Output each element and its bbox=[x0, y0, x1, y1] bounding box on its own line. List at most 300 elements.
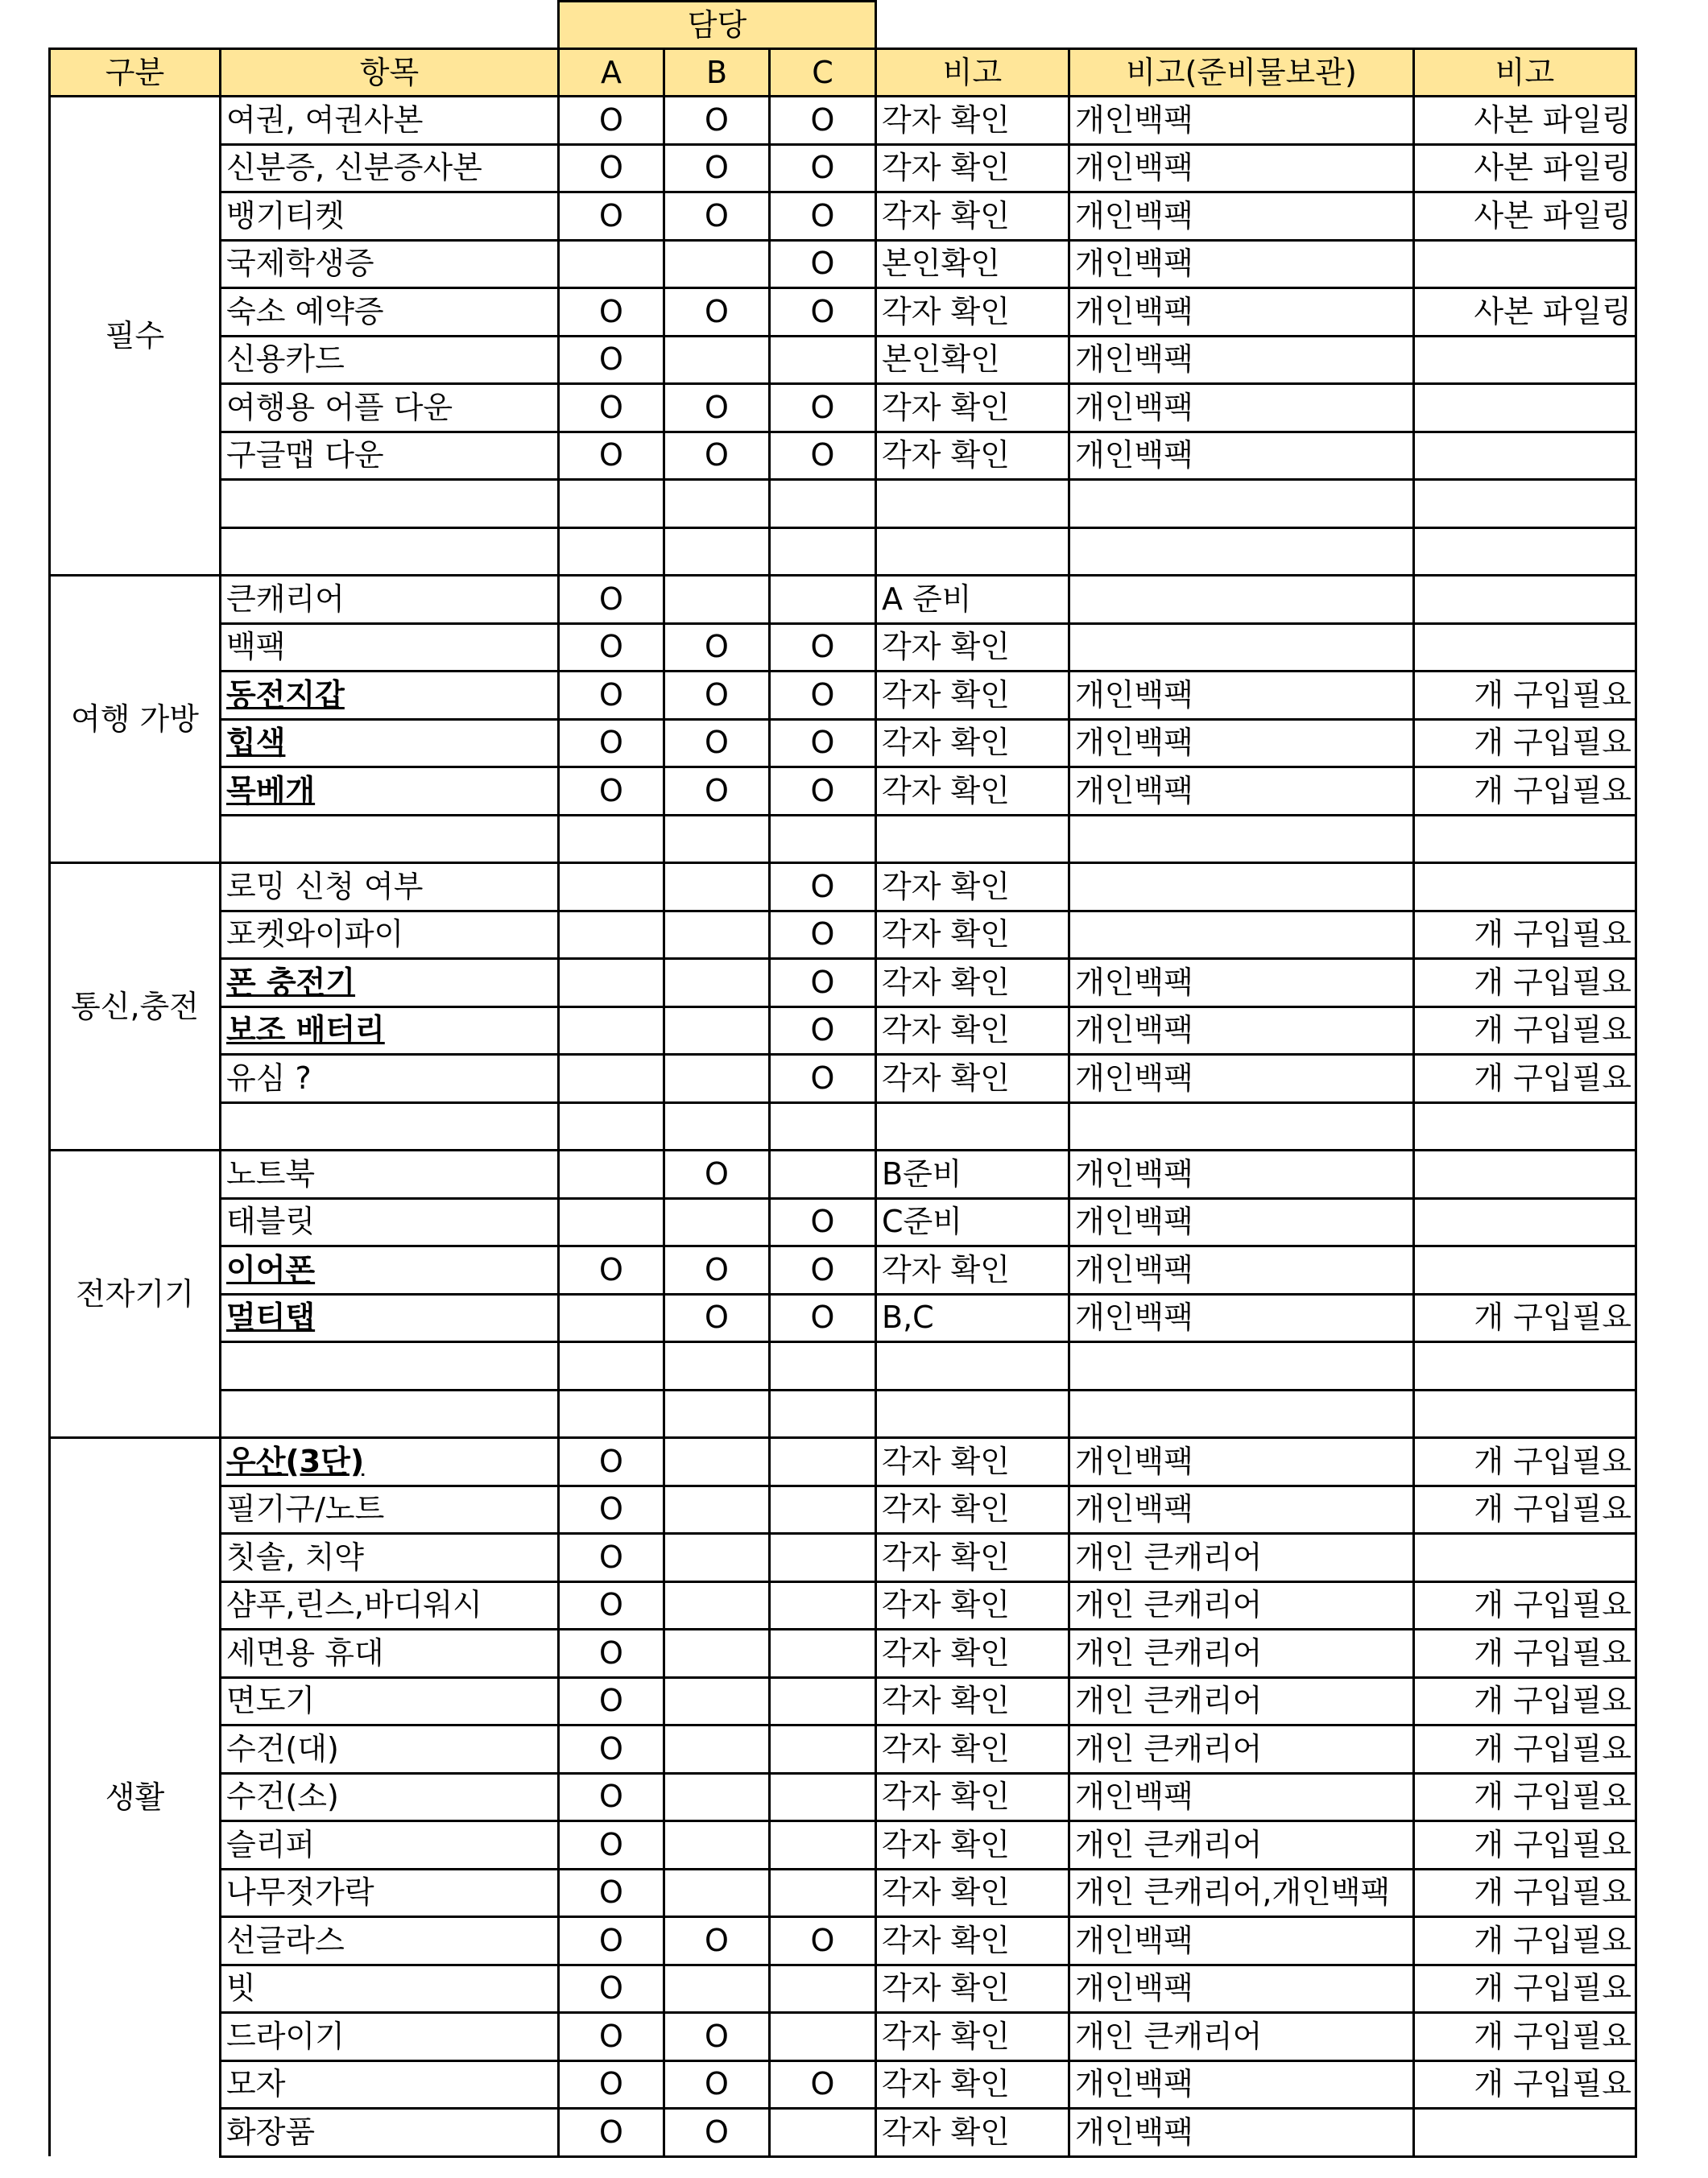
item-cell[interactable]: 면도기 bbox=[221, 1677, 559, 1725]
storage-note-cell[interactable]: 개인백팩 bbox=[1069, 1917, 1414, 1965]
purchase-note-cell[interactable]: 개 구입필요 bbox=[1414, 2013, 1636, 2061]
assignee-a-cell[interactable]: O bbox=[559, 1630, 664, 1678]
storage-note-cell[interactable]: 개인백팩 bbox=[1069, 959, 1414, 1007]
assignee-b-cell[interactable] bbox=[664, 815, 770, 863]
header-cell-category[interactable]: 구분 bbox=[50, 49, 221, 97]
storage-note-cell[interactable]: 개인백팩 bbox=[1069, 1486, 1414, 1534]
purchase-note-cell[interactable] bbox=[1414, 1102, 1636, 1151]
item-cell[interactable] bbox=[221, 767, 559, 816]
assignee-c-cell[interactable]: O bbox=[770, 1917, 876, 1965]
assignee-a-cell[interactable]: O bbox=[559, 1725, 664, 1774]
item-cell[interactable]: 노트북 bbox=[221, 1151, 559, 1199]
assignee-a-cell[interactable] bbox=[559, 240, 664, 288]
assignee-a-cell[interactable]: O bbox=[559, 1677, 664, 1725]
note-cell[interactable]: 각자 확인 bbox=[876, 1486, 1069, 1534]
assignee-a-cell[interactable]: O bbox=[559, 767, 664, 816]
item-cell[interactable]: 뱅기티켓 bbox=[221, 192, 559, 241]
assignee-b-cell[interactable] bbox=[664, 1486, 770, 1534]
assignee-c-cell[interactable]: O bbox=[770, 144, 876, 192]
note-cell[interactable]: 각자 확인 bbox=[876, 432, 1069, 480]
note-cell[interactable]: 각자 확인 bbox=[876, 2060, 1069, 2109]
item-cell[interactable]: 구글맵 다운 bbox=[221, 432, 559, 480]
assignee-b-cell[interactable]: O bbox=[664, 623, 770, 672]
assignee-b-cell[interactable] bbox=[664, 1869, 770, 1917]
storage-note-cell[interactable]: 개인백팩 bbox=[1069, 1151, 1414, 1199]
assignee-b-cell[interactable]: O bbox=[664, 1246, 770, 1295]
storage-note-cell[interactable] bbox=[1069, 623, 1414, 672]
assignee-b-cell[interactable]: O bbox=[664, 1151, 770, 1199]
item-cell[interactable] bbox=[221, 1246, 559, 1295]
assignee-a-cell[interactable] bbox=[559, 959, 664, 1007]
assignee-a-cell[interactable]: O bbox=[559, 1534, 664, 1582]
assignee-b-cell[interactable]: O bbox=[664, 2109, 770, 2157]
assignee-c-cell[interactable] bbox=[770, 1151, 876, 1199]
assignee-c-cell[interactable] bbox=[770, 1390, 876, 1438]
assignee-c-cell[interactable] bbox=[770, 1725, 876, 1774]
assignee-c-cell[interactable]: O bbox=[770, 432, 876, 480]
purchase-note-cell[interactable]: 사본 파일링 bbox=[1414, 192, 1636, 241]
item-cell[interactable]: 여권, 여권사본 bbox=[221, 97, 559, 145]
storage-note-cell[interactable]: 개인백팩 bbox=[1069, 2060, 1414, 2109]
note-cell[interactable] bbox=[876, 815, 1069, 863]
assignee-b-cell[interactable] bbox=[664, 1630, 770, 1678]
note-cell[interactable]: 각자 확인 bbox=[876, 1006, 1069, 1055]
assignee-c-cell[interactable] bbox=[770, 1534, 876, 1582]
item-cell[interactable]: 필기구/노트 bbox=[221, 1486, 559, 1534]
storage-note-cell[interactable]: 개인 큰캐리어 bbox=[1069, 1725, 1414, 1774]
assignee-a-cell[interactable]: O bbox=[559, 1869, 664, 1917]
assignee-c-cell[interactable]: O bbox=[770, 288, 876, 337]
assignee-b-cell[interactable] bbox=[664, 863, 770, 911]
assignee-b-cell[interactable]: O bbox=[664, 288, 770, 337]
assignee-b-cell[interactable] bbox=[664, 959, 770, 1007]
assignee-c-cell[interactable]: O bbox=[770, 1006, 876, 1055]
storage-note-cell[interactable]: 개인백팩 bbox=[1069, 97, 1414, 145]
assignee-c-cell[interactable] bbox=[770, 1438, 876, 1486]
note-cell[interactable]: 각자 확인 bbox=[876, 1630, 1069, 1678]
note-cell[interactable] bbox=[876, 480, 1069, 528]
category-cell[interactable]: 생활 bbox=[50, 1438, 221, 2157]
purchase-note-cell[interactable] bbox=[1414, 336, 1636, 384]
item-cell[interactable] bbox=[221, 719, 559, 767]
item-cell[interactable] bbox=[221, 959, 559, 1007]
purchase-note-cell[interactable] bbox=[1414, 815, 1636, 863]
assignee-c-cell[interactable]: O bbox=[770, 97, 876, 145]
purchase-note-cell[interactable]: 개 구입필요 bbox=[1414, 767, 1636, 816]
storage-note-cell[interactable]: 개인백팩 bbox=[1069, 1294, 1414, 1342]
assignee-a-cell[interactable]: O bbox=[559, 2060, 664, 2109]
item-cell[interactable]: 포켓와이파이 bbox=[221, 911, 559, 959]
purchase-note-cell[interactable] bbox=[1414, 527, 1636, 576]
category-cell[interactable]: 여행 가방 bbox=[50, 576, 221, 863]
item-cell[interactable] bbox=[221, 1006, 559, 1055]
assignee-a-cell[interactable]: O bbox=[559, 1821, 664, 1870]
assignee-b-cell[interactable] bbox=[664, 1438, 770, 1486]
assignee-b-cell[interactable] bbox=[664, 1581, 770, 1630]
header-cell-c[interactable]: C bbox=[770, 49, 876, 97]
purchase-note-cell[interactable]: 개 구입필요 bbox=[1414, 1965, 1636, 2013]
assignee-a-cell[interactable]: O bbox=[559, 384, 664, 432]
storage-note-cell[interactable] bbox=[1069, 1102, 1414, 1151]
assignee-b-cell[interactable]: O bbox=[664, 144, 770, 192]
assignee-b-cell[interactable] bbox=[664, 1006, 770, 1055]
assignee-a-cell[interactable]: O bbox=[559, 1917, 664, 1965]
assignee-b-cell[interactable] bbox=[664, 576, 770, 624]
storage-note-cell[interactable]: 개인백팩 bbox=[1069, 288, 1414, 337]
storage-note-cell[interactable]: 개인백팩 bbox=[1069, 672, 1414, 720]
purchase-note-cell[interactable] bbox=[1414, 1151, 1636, 1199]
note-cell[interactable]: 각자 확인 bbox=[876, 2109, 1069, 2157]
assignee-a-cell[interactable] bbox=[559, 1198, 664, 1246]
assignee-b-cell[interactable] bbox=[664, 1055, 770, 1103]
assignee-a-cell[interactable] bbox=[559, 1006, 664, 1055]
assignee-c-cell[interactable] bbox=[770, 480, 876, 528]
note-cell[interactable] bbox=[876, 1390, 1069, 1438]
purchase-note-cell[interactable]: 개 구입필요 bbox=[1414, 1725, 1636, 1774]
assignee-a-cell[interactable]: O bbox=[559, 97, 664, 145]
item-cell[interactable]: 슬리퍼 bbox=[221, 1821, 559, 1870]
assignee-c-cell[interactable]: O bbox=[770, 192, 876, 241]
storage-note-cell[interactable]: 개인 큰캐리어,개인백팩 bbox=[1069, 1869, 1414, 1917]
purchase-note-cell[interactable] bbox=[1414, 2109, 1636, 2157]
purchase-note-cell[interactable]: 개 구입필요 bbox=[1414, 1821, 1636, 1870]
item-cell[interactable] bbox=[221, 1342, 559, 1391]
assignee-b-cell[interactable] bbox=[664, 1773, 770, 1821]
assignee-b-cell[interactable]: O bbox=[664, 2060, 770, 2109]
assignee-a-cell[interactable] bbox=[559, 815, 664, 863]
item-cell[interactable]: 선글라스 bbox=[221, 1917, 559, 1965]
assignee-b-cell[interactable]: O bbox=[664, 384, 770, 432]
assignee-a-cell[interactable]: O bbox=[559, 336, 664, 384]
note-cell[interactable]: 본인확인 bbox=[876, 336, 1069, 384]
assignee-a-cell[interactable]: O bbox=[559, 432, 664, 480]
item-cell[interactable]: 수건(소) bbox=[221, 1773, 559, 1821]
assignee-a-cell[interactable]: O bbox=[559, 144, 664, 192]
storage-note-cell[interactable] bbox=[1069, 1390, 1414, 1438]
assignee-b-cell[interactable] bbox=[664, 1390, 770, 1438]
assignee-c-cell[interactable] bbox=[770, 1630, 876, 1678]
note-cell[interactable]: B준비 bbox=[876, 1151, 1069, 1199]
assignee-a-cell[interactable]: O bbox=[559, 288, 664, 337]
assignee-c-cell[interactable]: O bbox=[770, 767, 876, 816]
purchase-note-cell[interactable]: 개 구입필요 bbox=[1414, 2060, 1636, 2109]
item-cell[interactable] bbox=[221, 1102, 559, 1151]
assignee-a-cell[interactable] bbox=[559, 1390, 664, 1438]
note-cell[interactable]: 각자 확인 bbox=[876, 1438, 1069, 1486]
note-cell[interactable]: 각자 확인 bbox=[876, 1821, 1069, 1870]
purchase-note-cell[interactable]: 개 구입필요 bbox=[1414, 1438, 1636, 1486]
assignee-b-cell[interactable] bbox=[664, 336, 770, 384]
note-cell[interactable]: 각자 확인 bbox=[876, 672, 1069, 720]
item-cell[interactable]: 신용카드 bbox=[221, 336, 559, 384]
storage-note-cell[interactable]: 개인 큰캐리어 bbox=[1069, 1677, 1414, 1725]
storage-note-cell[interactable] bbox=[1069, 815, 1414, 863]
note-cell[interactable]: C준비 bbox=[876, 1198, 1069, 1246]
assignee-a-cell[interactable] bbox=[559, 1055, 664, 1103]
purchase-note-cell[interactable] bbox=[1414, 1534, 1636, 1582]
assignee-b-cell[interactable]: O bbox=[664, 1294, 770, 1342]
assignee-a-cell[interactable]: O bbox=[559, 623, 664, 672]
item-cell[interactable]: 숙소 예약증 bbox=[221, 288, 559, 337]
header-cell-a[interactable]: A bbox=[559, 49, 664, 97]
purchase-note-cell[interactable] bbox=[1414, 1342, 1636, 1391]
storage-note-cell[interactable]: 개인백팩 bbox=[1069, 2109, 1414, 2157]
note-cell[interactable]: 각자 확인 bbox=[876, 1246, 1069, 1295]
note-cell[interactable] bbox=[876, 1102, 1069, 1151]
assignee-c-cell[interactable] bbox=[770, 1821, 876, 1870]
note-cell[interactable]: 각자 확인 bbox=[876, 288, 1069, 337]
category-cell[interactable]: 필수 bbox=[50, 97, 221, 576]
item-cell[interactable]: 화장품 bbox=[221, 2109, 559, 2157]
assignee-a-cell[interactable]: O bbox=[559, 672, 664, 720]
storage-note-cell[interactable] bbox=[1069, 863, 1414, 911]
note-cell[interactable]: 각자 확인 bbox=[876, 1055, 1069, 1103]
category-cell[interactable]: 통신,충전 bbox=[50, 863, 221, 1151]
assignee-c-cell[interactable] bbox=[770, 1342, 876, 1391]
assignee-b-cell[interactable] bbox=[664, 240, 770, 288]
assignee-c-cell[interactable]: O bbox=[770, 1055, 876, 1103]
storage-note-cell[interactable]: 개인백팩 bbox=[1069, 240, 1414, 288]
item-cell[interactable]: 유심 ? bbox=[221, 1055, 559, 1103]
note-cell[interactable]: 각자 확인 bbox=[876, 1773, 1069, 1821]
assignee-b-cell[interactable]: O bbox=[664, 767, 770, 816]
assignee-c-cell[interactable]: O bbox=[770, 1198, 876, 1246]
storage-note-cell[interactable]: 개인백팩 bbox=[1069, 1438, 1414, 1486]
note-cell[interactable] bbox=[876, 527, 1069, 576]
storage-note-cell[interactable]: 개인백팩 bbox=[1069, 432, 1414, 480]
purchase-note-cell[interactable]: 개 구입필요 bbox=[1414, 1294, 1636, 1342]
purchase-note-cell[interactable] bbox=[1414, 480, 1636, 528]
storage-note-cell[interactable]: 개인백팩 bbox=[1069, 1006, 1414, 1055]
assignee-b-cell[interactable]: O bbox=[664, 97, 770, 145]
assignee-c-cell[interactable] bbox=[770, 527, 876, 576]
purchase-note-cell[interactable] bbox=[1414, 384, 1636, 432]
purchase-note-cell[interactable]: 개 구입필요 bbox=[1414, 1869, 1636, 1917]
assignee-a-cell[interactable] bbox=[559, 911, 664, 959]
header-cell-storage-note[interactable]: 비고(준비물보관) bbox=[1069, 49, 1414, 97]
assignee-c-cell[interactable] bbox=[770, 1102, 876, 1151]
purchase-note-cell[interactable] bbox=[1414, 1390, 1636, 1438]
assignee-b-cell[interactable] bbox=[664, 1965, 770, 2013]
assignee-c-cell[interactable]: O bbox=[770, 1246, 876, 1295]
purchase-note-cell[interactable] bbox=[1414, 1198, 1636, 1246]
note-cell[interactable]: 각자 확인 bbox=[876, 2013, 1069, 2061]
assignee-c-cell[interactable] bbox=[770, 2013, 876, 2061]
assignee-c-cell[interactable]: O bbox=[770, 2060, 876, 2109]
note-cell[interactable]: B,C bbox=[876, 1294, 1069, 1342]
purchase-note-cell[interactable]: 개 구입필요 bbox=[1414, 1486, 1636, 1534]
storage-note-cell[interactable]: 개인백팩 bbox=[1069, 1965, 1414, 2013]
assignee-a-cell[interactable] bbox=[559, 1342, 664, 1391]
assignee-a-cell[interactable]: O bbox=[559, 2013, 664, 2061]
purchase-note-cell[interactable]: 개 구입필요 bbox=[1414, 911, 1636, 959]
assignee-b-cell[interactable] bbox=[664, 1342, 770, 1391]
note-cell[interactable]: 각자 확인 bbox=[876, 767, 1069, 816]
assignee-b-cell[interactable] bbox=[664, 1677, 770, 1725]
header-cell-b[interactable]: B bbox=[664, 49, 770, 97]
item-cell[interactable]: 칫솔, 치약 bbox=[221, 1534, 559, 1582]
storage-note-cell[interactable]: 개인백팩 bbox=[1069, 767, 1414, 816]
item-cell[interactable]: 빗 bbox=[221, 1965, 559, 2013]
item-cell[interactable]: 백팩 bbox=[221, 623, 559, 672]
assignee-c-cell[interactable]: O bbox=[770, 1294, 876, 1342]
item-cell[interactable] bbox=[221, 1390, 559, 1438]
assignee-c-cell[interactable]: O bbox=[770, 911, 876, 959]
purchase-note-cell[interactable]: 개 구입필요 bbox=[1414, 1006, 1636, 1055]
assignee-c-cell[interactable]: O bbox=[770, 623, 876, 672]
assignee-c-cell[interactable] bbox=[770, 1965, 876, 2013]
purchase-note-cell[interactable]: 개 구입필요 bbox=[1414, 1773, 1636, 1821]
storage-note-cell[interactable] bbox=[1069, 480, 1414, 528]
assignee-c-cell[interactable]: O bbox=[770, 719, 876, 767]
assignee-c-cell[interactable]: O bbox=[770, 959, 876, 1007]
purchase-note-cell[interactable] bbox=[1414, 623, 1636, 672]
storage-note-cell[interactable]: 개인백팩 bbox=[1069, 144, 1414, 192]
item-cell[interactable]: 국제학생증 bbox=[221, 240, 559, 288]
storage-note-cell[interactable]: 개인 큰캐리어 bbox=[1069, 1821, 1414, 1870]
assignee-a-cell[interactable]: O bbox=[559, 719, 664, 767]
note-cell[interactable]: 각자 확인 bbox=[876, 144, 1069, 192]
storage-note-cell[interactable]: 개인 큰캐리어 bbox=[1069, 2013, 1414, 2061]
purchase-note-cell[interactable]: 개 구입필요 bbox=[1414, 1630, 1636, 1678]
assignee-a-cell[interactable]: O bbox=[559, 1486, 664, 1534]
purchase-note-cell[interactable] bbox=[1414, 576, 1636, 624]
assignee-a-cell[interactable]: O bbox=[559, 1581, 664, 1630]
assignee-a-cell[interactable] bbox=[559, 1151, 664, 1199]
storage-note-cell[interactable]: 개인백팩 bbox=[1069, 336, 1414, 384]
header-cell-note[interactable]: 비고 bbox=[876, 49, 1069, 97]
assignee-a-cell[interactable] bbox=[559, 527, 664, 576]
assignee-b-cell[interactable] bbox=[664, 1534, 770, 1582]
storage-note-cell[interactable]: 개인 큰캐리어 bbox=[1069, 1581, 1414, 1630]
note-cell[interactable]: 각자 확인 bbox=[876, 1534, 1069, 1582]
assignee-c-cell[interactable] bbox=[770, 2109, 876, 2157]
assignee-c-cell[interactable] bbox=[770, 336, 876, 384]
note-cell[interactable]: 각자 확인 bbox=[876, 1677, 1069, 1725]
item-cell[interactable]: 로밍 신청 여부 bbox=[221, 863, 559, 911]
note-cell[interactable]: 각자 확인 bbox=[876, 1725, 1069, 1774]
category-cell[interactable]: 전자기기 bbox=[50, 1151, 221, 1438]
storage-note-cell[interactable]: 개인백팩 bbox=[1069, 1773, 1414, 1821]
item-cell[interactable]: 태블릿 bbox=[221, 1198, 559, 1246]
assignee-a-cell[interactable]: O bbox=[559, 576, 664, 624]
assignee-a-cell[interactable] bbox=[559, 480, 664, 528]
assignee-b-cell[interactable]: O bbox=[664, 672, 770, 720]
item-cell[interactable]: 수건(대) bbox=[221, 1725, 559, 1774]
item-cell[interactable] bbox=[221, 480, 559, 528]
assignee-a-cell[interactable] bbox=[559, 863, 664, 911]
purchase-note-cell[interactable]: 사본 파일링 bbox=[1414, 97, 1636, 145]
assignee-c-cell[interactable] bbox=[770, 1677, 876, 1725]
assignee-c-cell[interactable] bbox=[770, 1581, 876, 1630]
storage-note-cell[interactable]: 개인백팩 bbox=[1069, 719, 1414, 767]
assignee-b-cell[interactable]: O bbox=[664, 2013, 770, 2061]
note-cell[interactable]: 각자 확인 bbox=[876, 911, 1069, 959]
storage-note-cell[interactable]: 개인백팩 bbox=[1069, 384, 1414, 432]
item-cell[interactable] bbox=[221, 815, 559, 863]
storage-note-cell[interactable]: 개인백팩 bbox=[1069, 1246, 1414, 1295]
assignee-c-cell[interactable]: O bbox=[770, 384, 876, 432]
assignee-b-cell[interactable]: O bbox=[664, 719, 770, 767]
note-cell[interactable]: 본인확인 bbox=[876, 240, 1069, 288]
assignee-c-cell[interactable] bbox=[770, 576, 876, 624]
assignee-c-cell[interactable]: O bbox=[770, 863, 876, 911]
note-cell[interactable]: 각자 확인 bbox=[876, 1581, 1069, 1630]
note-cell[interactable]: 각자 확인 bbox=[876, 959, 1069, 1007]
note-cell[interactable] bbox=[876, 1342, 1069, 1391]
assignee-b-cell[interactable] bbox=[664, 1821, 770, 1870]
assignee-c-cell[interactable] bbox=[770, 815, 876, 863]
purchase-note-cell[interactable] bbox=[1414, 240, 1636, 288]
note-cell[interactable]: 각자 확인 bbox=[876, 863, 1069, 911]
assignee-b-cell[interactable] bbox=[664, 1198, 770, 1246]
item-cell[interactable]: 세면용 휴대 bbox=[221, 1630, 559, 1678]
assignee-c-cell[interactable] bbox=[770, 1773, 876, 1821]
note-cell[interactable]: 각자 확인 bbox=[876, 1965, 1069, 2013]
item-cell[interactable]: 샴푸,린스,바디워시 bbox=[221, 1581, 559, 1630]
storage-note-cell[interactable]: 개인백팩 bbox=[1069, 1055, 1414, 1103]
assignee-b-cell[interactable] bbox=[664, 1102, 770, 1151]
storage-note-cell[interactable] bbox=[1069, 1342, 1414, 1391]
purchase-note-cell[interactable]: 개 구입필요 bbox=[1414, 719, 1636, 767]
note-cell[interactable]: 각자 확인 bbox=[876, 97, 1069, 145]
storage-note-cell[interactable]: 개인 큰캐리어 bbox=[1069, 1534, 1414, 1582]
item-cell[interactable] bbox=[221, 672, 559, 720]
assignee-a-cell[interactable]: O bbox=[559, 2109, 664, 2157]
assignee-c-cell[interactable]: O bbox=[770, 672, 876, 720]
assignee-b-cell[interactable] bbox=[664, 527, 770, 576]
note-cell[interactable]: A 준비 bbox=[876, 576, 1069, 624]
header-cell-item[interactable]: 항목 bbox=[221, 49, 559, 97]
storage-note-cell[interactable]: 개인백팩 bbox=[1069, 1198, 1414, 1246]
purchase-note-cell[interactable]: 개 구입필요 bbox=[1414, 1917, 1636, 1965]
item-cell[interactable]: 모자 bbox=[221, 2060, 559, 2109]
note-cell[interactable]: 각자 확인 bbox=[876, 1917, 1069, 1965]
item-cell[interactable] bbox=[221, 1294, 559, 1342]
storage-note-cell[interactable] bbox=[1069, 527, 1414, 576]
assignee-a-cell[interactable] bbox=[559, 1294, 664, 1342]
storage-note-cell[interactable] bbox=[1069, 911, 1414, 959]
assignee-b-cell[interactable]: O bbox=[664, 1917, 770, 1965]
assignee-b-cell[interactable] bbox=[664, 1725, 770, 1774]
purchase-note-cell[interactable]: 사본 파일링 bbox=[1414, 288, 1636, 337]
note-cell[interactable]: 각자 확인 bbox=[876, 384, 1069, 432]
storage-note-cell[interactable]: 개인백팩 bbox=[1069, 192, 1414, 241]
header-cell-note2[interactable]: 비고 bbox=[1414, 49, 1636, 97]
assignee-b-cell[interactable]: O bbox=[664, 192, 770, 241]
assignee-a-cell[interactable]: O bbox=[559, 192, 664, 241]
item-cell[interactable] bbox=[221, 1438, 559, 1486]
assignee-c-cell[interactable] bbox=[770, 1486, 876, 1534]
purchase-note-cell[interactable]: 개 구입필요 bbox=[1414, 1055, 1636, 1103]
storage-note-cell[interactable] bbox=[1069, 576, 1414, 624]
assignee-a-cell[interactable] bbox=[559, 1102, 664, 1151]
note-cell[interactable]: 각자 확인 bbox=[876, 192, 1069, 241]
assignee-c-cell[interactable] bbox=[770, 1869, 876, 1917]
assignee-a-cell[interactable]: O bbox=[559, 1965, 664, 2013]
note-cell[interactable]: 각자 확인 bbox=[876, 1869, 1069, 1917]
purchase-note-cell[interactable]: 개 구입필요 bbox=[1414, 1677, 1636, 1725]
purchase-note-cell[interactable] bbox=[1414, 1246, 1636, 1295]
purchase-note-cell[interactable] bbox=[1414, 432, 1636, 480]
purchase-note-cell[interactable]: 개 구입필요 bbox=[1414, 672, 1636, 720]
assignee-a-cell[interactable]: O bbox=[559, 1438, 664, 1486]
item-cell[interactable]: 큰캐리어 bbox=[221, 576, 559, 624]
item-cell[interactable] bbox=[221, 527, 559, 576]
note-cell[interactable]: 각자 확인 bbox=[876, 719, 1069, 767]
assignee-a-cell[interactable]: O bbox=[559, 1773, 664, 1821]
item-cell[interactable]: 나무젓가락 bbox=[221, 1869, 559, 1917]
